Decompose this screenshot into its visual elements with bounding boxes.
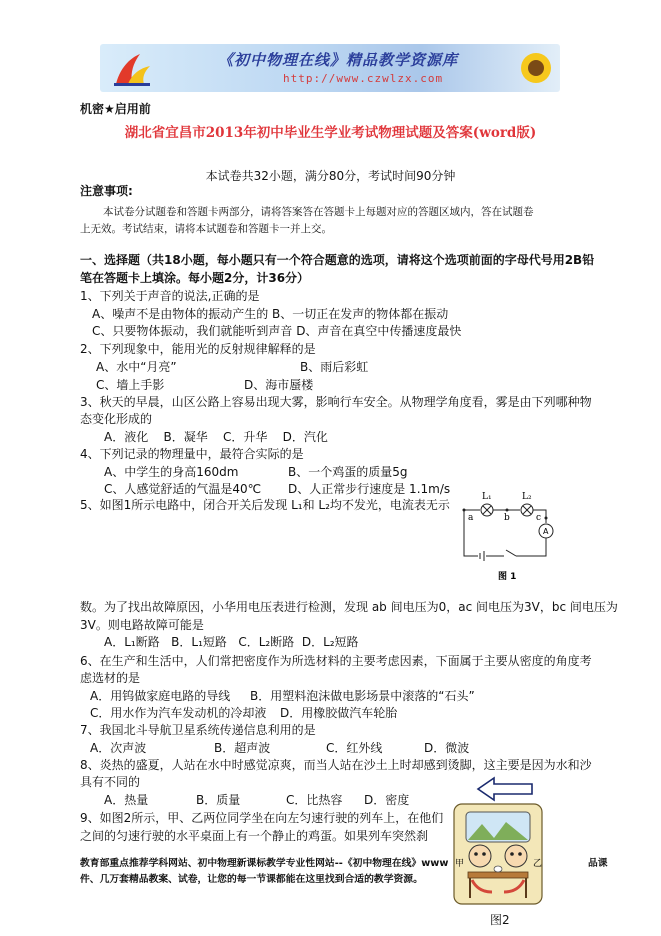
- label-yi: 乙: [533, 859, 543, 869]
- train-cartoon-figure-2: [448, 800, 548, 908]
- table-icon: [468, 872, 528, 878]
- egg-icon: [494, 866, 502, 872]
- question-text: 8、炎热的盛夏，人站在水中时感觉凉爽，而当人站在沙土上时却感到烫脚，这主要是因为水和沙: [80, 758, 592, 772]
- figure-2-caption: 图2: [490, 913, 510, 927]
- question-text: 之间的匀速行驶的水平桌面上有一个静止的鸡蛋。如果列车突然刹: [80, 829, 429, 843]
- label-b: b: [504, 513, 510, 523]
- question-option: B．质量: [196, 793, 241, 807]
- label-jia: 甲: [455, 859, 465, 869]
- question-option: D．密度: [364, 793, 410, 807]
- question-text: 3、秋天的早晨，山区公路上容易出现大雾，影响行车安全。从物理学角度看，雾是由下列哪种物: [80, 395, 592, 409]
- question-text: 7、我国北斗导航卫星系统传递信息利用的是: [80, 723, 316, 737]
- question-option: A、中学生的身高160dm: [104, 465, 239, 479]
- section-heading: 一、选择题（共18小题，每小题只有一个符合题意的选项，请将这个选项前面的字母代号用2B铅: [80, 253, 595, 267]
- figure-1-caption: 图 1: [498, 572, 517, 582]
- question-text: 3V。则电路故障可能是: [80, 618, 204, 632]
- question-option: A、噪声不是由物体的振动产生的 B、一切正在发声的物体都在振动: [92, 307, 449, 321]
- question-option: D、人正常步行速度是 1.1m/s: [288, 482, 451, 496]
- circuit-diagram-figure-1: [460, 488, 560, 583]
- label-c: c: [536, 513, 542, 523]
- banner-url[interactable]: http://www.czwlzx.com: [283, 72, 444, 85]
- section-heading: 笔在答题卡上填涂。每小题2分，计36分）: [80, 271, 310, 285]
- question-option: C．用水作为汽车发动机的冷却液: [90, 706, 267, 720]
- question-option: C、人感觉舒适的气温是40℃: [104, 482, 262, 496]
- question-text: 9、如图2所示，甲、乙两位同学坐在向左匀速行驶的列车上，在他们: [80, 811, 444, 825]
- question-text: 数。为了找出故障原因，小华用电压表进行检测，发现 ab 间电压为0，ac 间电压为3V，bc 间电压为: [80, 600, 618, 614]
- question-text: 6、在生产和生活中，人们常把密度作为所选材料的主要考虑因素，下面属于主要从密度的角度考: [80, 654, 592, 668]
- document-title: 湖北省宜昌市2013年初中毕业生学业考试物理试题及答案(word版): [124, 125, 537, 141]
- question-option: C、墙上手影: [96, 378, 165, 392]
- sunflower-icon: [518, 50, 554, 86]
- footer-line: 件、几万套精品教案、试卷，让您的每一节课都能在这里找到合适的教学资源。: [80, 874, 423, 885]
- question-option: B、一个鸡蛋的质量5g: [288, 465, 408, 479]
- question-text: 具有不同的: [80, 775, 141, 789]
- question-option: C．比热容: [286, 793, 343, 807]
- notice-line: 本试卷分试题卷和答题卡两部分，请将答案答在答题卡上每题对应的答题区域内，答在试题卷: [103, 206, 534, 218]
- question-option: B．超声波: [214, 741, 271, 755]
- footer-line-tail: 品课: [588, 858, 608, 869]
- secret-label: 机密★启用前: [80, 102, 151, 116]
- question-text: 态变化形成的: [80, 412, 153, 426]
- ammeter-label: A: [543, 527, 549, 536]
- student-yi-icon: [505, 845, 527, 867]
- question-text: 4、下列记录的物理量中，最符合实际的是: [80, 447, 304, 461]
- question-option: D．微波: [424, 741, 470, 755]
- banner-title: 《初中物理在线》精品教学资源库: [218, 51, 459, 69]
- label-l2: L₂: [522, 492, 532, 502]
- question-option: A．用钨做家庭电路的导线: [90, 689, 231, 703]
- question-option: D、海市蜃楼: [244, 378, 314, 392]
- notice-line: 上无效。考试结束，请将本试题卷和答题卡一并上交。: [80, 223, 332, 235]
- question-option: B、雨后彩虹: [300, 360, 369, 374]
- site-logo-icon: [110, 48, 154, 88]
- question-option: B．用塑料泡沫做电影场景中滚落的“石头”: [250, 689, 475, 703]
- question-option: A．液化 B．凝华 C．升华 D．汽化: [104, 430, 328, 444]
- exam-info: 本试卷共32小题，满分80分，考试时间90分钟: [205, 169, 456, 183]
- student-jia-icon: [469, 845, 491, 867]
- question-option: A．热量: [104, 793, 149, 807]
- site-banner: [100, 44, 560, 92]
- question-text: 5、如图1所示电路中，闭合开关后发现 L₁和 L₂均不发光，电流表无示: [80, 498, 450, 512]
- question-option: A、水中“月亮”: [96, 360, 177, 374]
- notice-heading: 注意事项:: [80, 184, 133, 198]
- question-option: C、只要物体振动，我们就能听到声音 D、声音在真空中传播速度最快: [92, 324, 462, 338]
- question-text: 2、下列现象中，能用光的反射规律解释的是: [80, 342, 316, 356]
- left-arrow-icon: [476, 776, 534, 802]
- label-l1: L₁: [482, 492, 492, 502]
- question-option: A．L₁断路 B．L₁短路 C．L₂断路 D．L₂短路: [104, 635, 359, 649]
- question-option: D．用橡胶做汽车轮胎: [280, 706, 398, 720]
- question-option: C．红外线: [326, 741, 383, 755]
- question-option: A．次声波: [90, 741, 147, 755]
- question-text: 虑选材的是: [80, 671, 141, 685]
- label-a: a: [468, 513, 474, 523]
- question-text: 1、下列关于声音的说法,正确的是: [80, 289, 260, 303]
- footer-line: 教育部重点推荐学科网站、初中物理新课标教学专业性网站--《初中物理在线》www: [80, 858, 449, 869]
